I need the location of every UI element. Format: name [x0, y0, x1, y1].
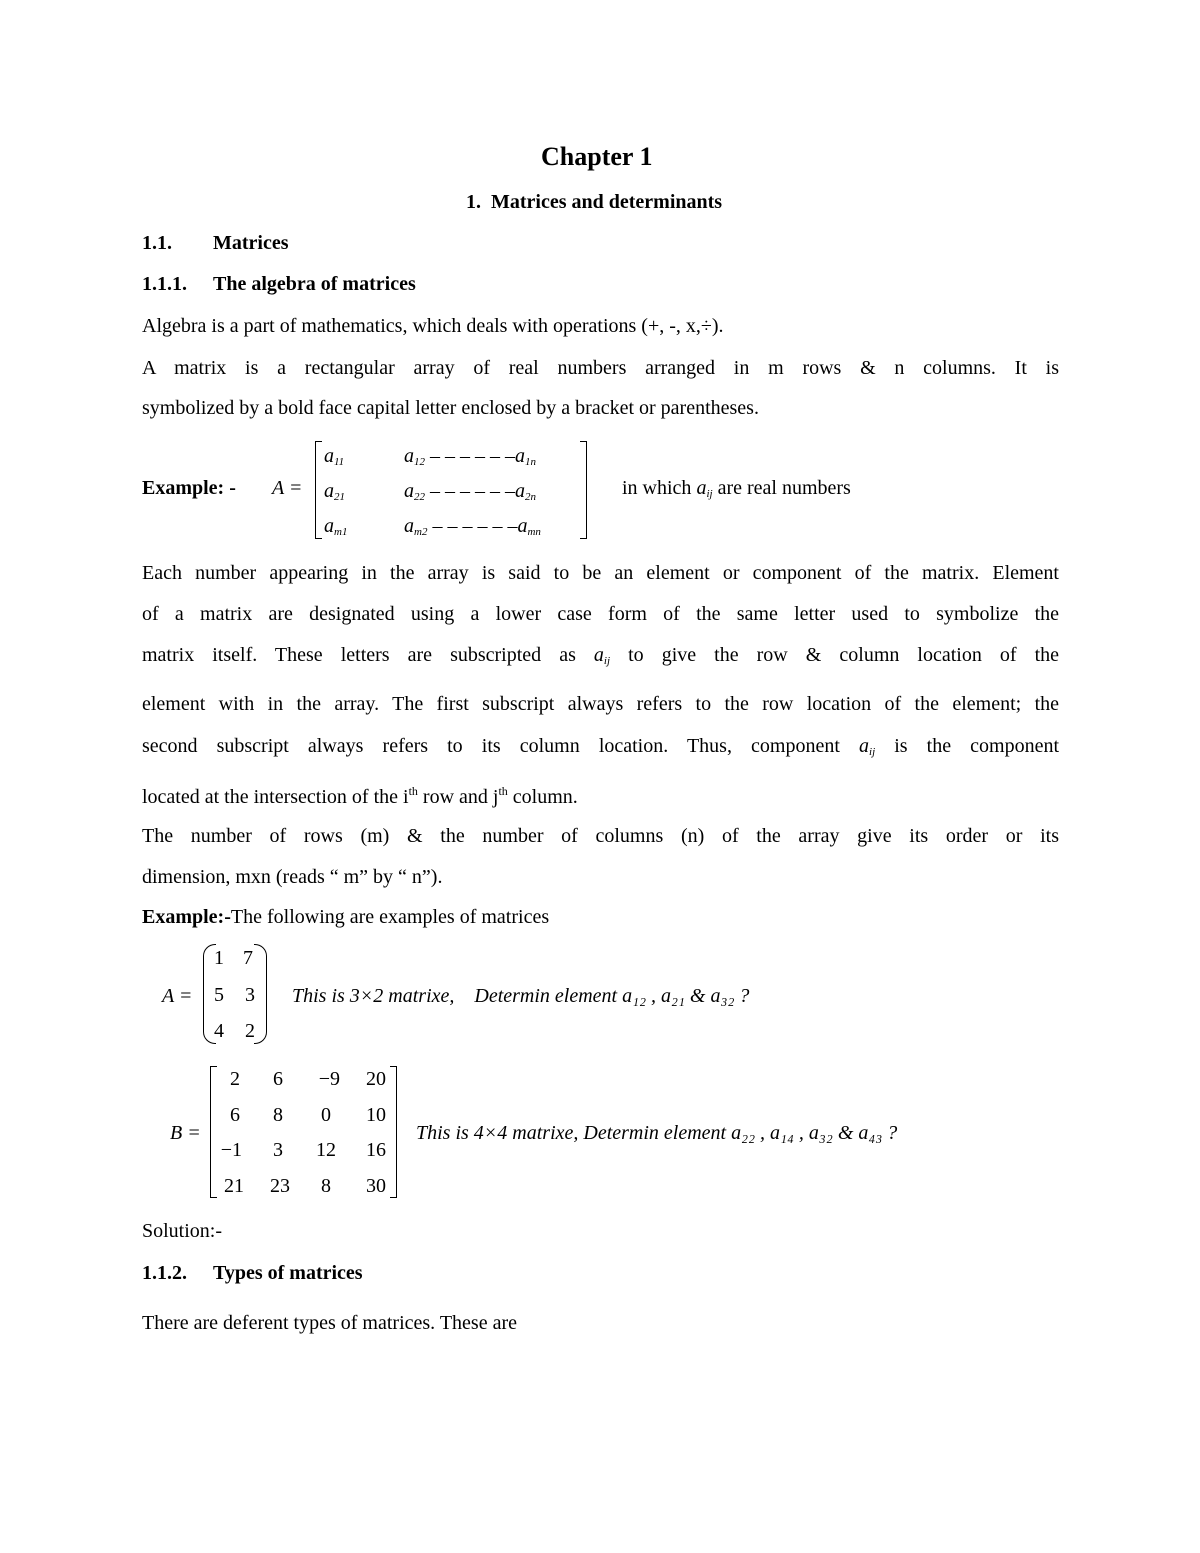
- example-1-label: Example: -: [142, 477, 236, 499]
- matrix-b-lhs: B =: [170, 1122, 201, 1144]
- para-matrix-line-2: symbolized by a bold face capital letter enclosed by a bracket or parentheses.: [142, 397, 759, 419]
- example-2: Example:-The following are examples of matrices: [142, 906, 550, 928]
- matrix-a-caption: This is 3×2 matrixe, Determin element a₁₂ , a₂₁ & a₃₂ ?: [292, 985, 750, 1007]
- matrix-a-lhs: A =: [162, 985, 193, 1007]
- para-rows-line-2: dimension, mxn (reads “ m” by “ n”).: [142, 866, 443, 888]
- chapter-title: Chapter 1: [541, 142, 653, 171]
- document-page: Chapter 1 1. Matrices and determinants 1.1. Matrices 1.1.1. The algebra of matrices Algebra is a part of mathematics, which deals with operations (+, -, x,÷). A matrix is a rectangular array of real numbers arranged in m rows & n columns. It is symbolized by a bold face capital letter enclosed by a bracket or parentheses. Example: - A = $a_{11}$ $a_{12}$ – – – – – $-a_{1n}$ $a_{21}$ $a_{22}$ – – – – – $-a_{2n}$ $a_{m1}$ $a_{m2}$ – – – – – $-a_{mn}$ in which $a_{ij}$ are real numbers Each number appearing in the array is said to be an element or component of the matrix. Element of a matrix are designated using a lower case form of the same letter used to symbolize the matrix itself. These letters are subscripted as $a_{ij}$ to give the row & column location of the element with in the array. The first subscript always refers to the row location of the element; the second subscript always refers to its column location. Thus, component $a_{ij}$ is the component located at the intersection of the $i^{th}$ row and $j^{th}$ column. The number of rows (m) & the number of columns (n) of the array give its order or its dimension, mxn (reads “ m” by “ n”). Example:-The following are examples of matrices A = 1 7 5 3 4 2 This is 3×2 matrixe, Determin element a₁₂ , a₂₁ & a₃₂ ? B = 2 6 −9 20 6 8 0 10 −1 3 12 16 21 23 8 30 This is 4×4 matrixe, Determin element a₂₂ , a₁₄ , a₃₂ & a₄₃ ? Solution:- 1.1.2. Types of matrices There are deferent types of matrices. These are: [142, 142, 1060, 1334]
- para-rows-line-1: The number of rows (m) & the number of columns (n) of the array give its order or its: [142, 825, 1059, 847]
- heading-1-1-1-number: 1.1.1.: [142, 273, 187, 295]
- para-each-line-3: matrix itself. These letters are subscripted as $a_{ij}$ to give the row & column location of the: [142, 644, 1060, 667]
- para-algebra: Algebra is a part of mathematics, which deals with operations (+, -, x,÷).: [142, 315, 724, 337]
- section-title: 1. Matrices and determinants: [466, 191, 723, 213]
- para-each-line-6: located at the intersection of the $i^{th}$ row and $j^{th}$ column.: [142, 784, 578, 808]
- example-1-lhs: A =: [272, 477, 303, 499]
- general-matrix-left-bracket: [315, 441, 322, 539]
- para-each-line-5: second subscript always refers to its column location. Thus, component $a_{ij}$ is the component: [142, 735, 1060, 758]
- heading-1-1-1: The algebra of matrices: [213, 273, 416, 295]
- solution-label: Solution:-: [142, 1220, 223, 1242]
- para-each-line-1: Each number appearing in the array is said to be an element or component of the matrix. Element: [142, 562, 1059, 584]
- para-matrix-line-1: A matrix is a rectangular array of real numbers arranged in m rows & n columns. It is: [142, 357, 1059, 379]
- general-matrix-right-bracket: [580, 441, 587, 539]
- matrix-b-caption: This is 4×4 matrixe, Determin element a₂₂ , a₁₄ , a₃₂ & a₄₃ ?: [416, 1122, 898, 1144]
- matrix-b-right-bracket: [390, 1066, 397, 1198]
- heading-1-1-number: 1.1.: [142, 232, 172, 254]
- heading-1-1: Matrices: [213, 232, 289, 254]
- para-each-line-2: of a matrix are designated using a lower case form of the same letter used to symbolize the: [142, 603, 1059, 625]
- para-each-line-4: element with in the array. The first subscript always refers to the row location of the element; the: [142, 693, 1059, 715]
- para-types: There are deferent types of matrices. These are: [142, 1312, 517, 1334]
- matrix-a-right-paren: [254, 944, 267, 1044]
- example-1-note: in which $a_{ij}$ are real numbers: [622, 477, 851, 500]
- heading-1-1-2-number: 1.1.2.: [142, 1262, 187, 1284]
- heading-1-1-2: Types of matrices: [213, 1262, 363, 1284]
